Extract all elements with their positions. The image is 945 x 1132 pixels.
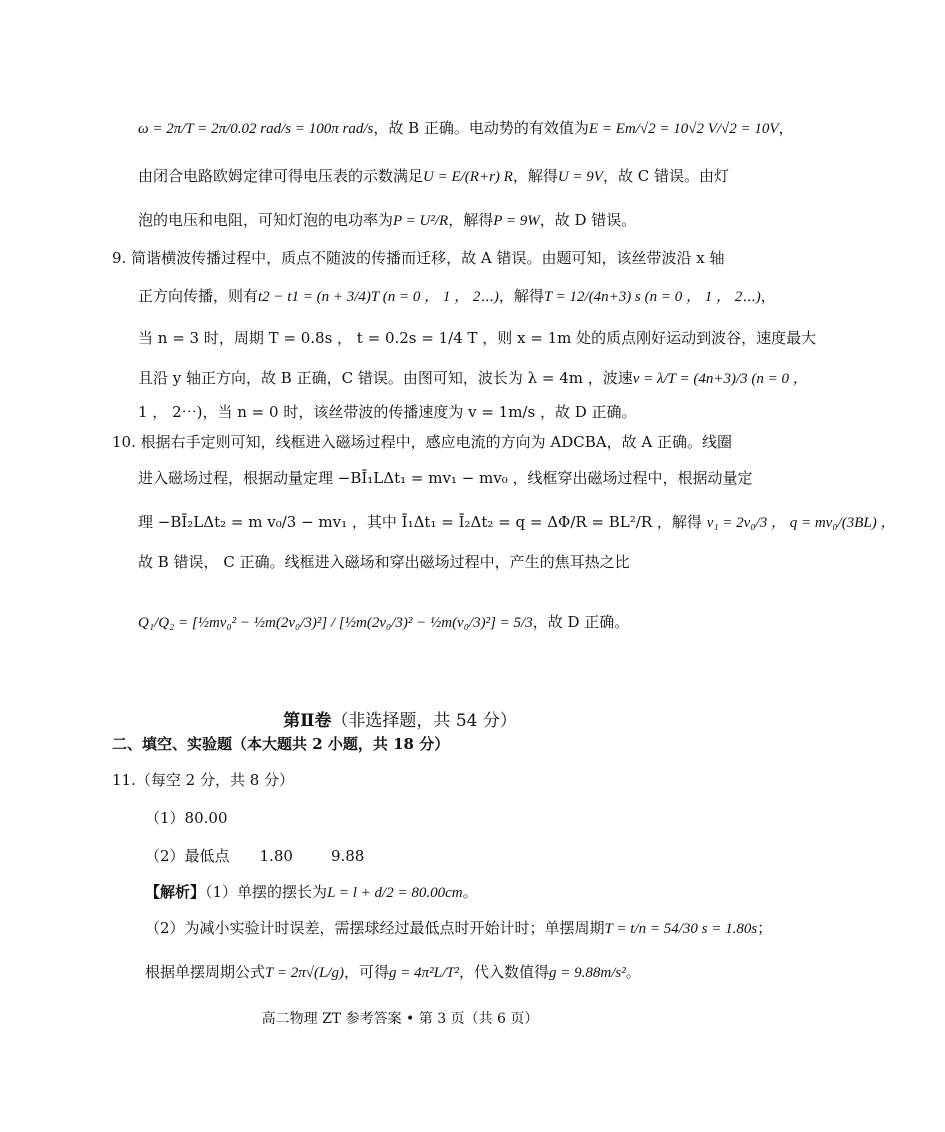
q10-line-1 bbox=[0, 432, 912, 452]
voltage-value: U = 9V bbox=[557, 169, 603, 185]
q8-text: ，故 C 错误。由灯 bbox=[602, 167, 729, 185]
explanation-text: 。 bbox=[462, 883, 478, 901]
q11-number: 11. bbox=[112, 771, 136, 789]
q9-text: 当 n = 3 时，周期 T = 0.8s ， t = 0.2s = 1/4 T ，则 x = 1m 处的质点刚好运动到波谷，速度最大 bbox=[138, 329, 817, 347]
q10-number: 10. bbox=[112, 433, 136, 451]
power-formula: P = U²/R bbox=[393, 213, 449, 229]
q11-header: （每空 2 分，共 8 分） bbox=[135, 771, 295, 789]
q8-text: ，解得 bbox=[448, 211, 494, 229]
q8-text: ，解得 bbox=[512, 167, 558, 185]
q10-line-4 bbox=[0, 552, 938, 572]
q8-line-3 bbox=[0, 210, 938, 231]
part2-heading bbox=[0, 706, 800, 731]
answer-1-label: （1） bbox=[145, 809, 185, 827]
q10-text: 理 −BĪ₂LΔt₂ = m v₀/3 − mv₁ ，其中 Ī₁Δt₁ = Ī₂Δt₂ = q = ΔΦ/R = BL²/R ，解得 bbox=[138, 513, 702, 531]
gravity-formula: g = 4π²L/T² bbox=[388, 965, 459, 981]
answer-2-label: （2）最低点 bbox=[145, 847, 230, 865]
q9-line-3 bbox=[0, 328, 938, 348]
q11-answer-2 bbox=[0, 846, 945, 866]
q10-line-2 bbox=[0, 468, 938, 488]
explanation-text: 。 bbox=[625, 963, 641, 981]
emf-formula: E = Em/√2 = 10√2 V/√2 = 10V bbox=[588, 121, 779, 137]
q9-text: ， bbox=[760, 287, 776, 305]
q9-number: 9. bbox=[112, 249, 127, 267]
q8-text: 泡的电压和电阻，可知灯泡的电功率为 bbox=[138, 211, 394, 229]
explanation-text: （1）单摆的摆长为 bbox=[205, 883, 328, 901]
pendulum-period-formula: T = t/n = 54/30 s = 1.80s bbox=[604, 921, 758, 937]
page-footer bbox=[0, 1008, 800, 1028]
q9-text: ，解得 bbox=[498, 287, 544, 305]
q10-text: ，故 D 正确。 bbox=[532, 613, 630, 631]
q11-explanation-3 bbox=[0, 962, 945, 983]
q10-result-formula: v₁ = 2v₀/3 ， q = mv₀/(3BL) ， bbox=[706, 515, 896, 531]
q8-text: ， bbox=[778, 119, 794, 137]
q8-line-1 bbox=[0, 118, 938, 139]
explanation-tag: 【解析】 bbox=[145, 883, 206, 901]
explanation-text: ，可得 bbox=[343, 963, 389, 981]
power-value: P = 9W bbox=[493, 213, 540, 229]
gravity-value: g = 9.88m/s² bbox=[548, 965, 626, 981]
q10-line-3 bbox=[0, 512, 938, 533]
time-relation-formula: t2 − t1 = (n + 3/4)T (n = 0 ， 1 ， 2⋯) bbox=[258, 289, 499, 305]
heat-ratio-formula: Q₁/Q₂ = [½mv₀² − ½m(2v₀/3)²] / [½m(2v₀/3)² − ½m(v₀/3)²] = 5/3 bbox=[138, 615, 533, 631]
q9-line-2 bbox=[0, 286, 938, 307]
q8-line-2 bbox=[0, 166, 938, 187]
explanation-text: 根据单摆周期公式 bbox=[145, 963, 266, 981]
q9-text: 简谐横波传播过程中，质点不随波的传播而迁移，故 A 错误。由题可知，该丝带波沿 x 轴 bbox=[131, 249, 725, 267]
q9-text: 1 ， 2⋯)，当 n = 0 时，该丝带波的传播速度为 v = 1m/s ，故 D 正确。 bbox=[138, 403, 637, 421]
section-heading bbox=[0, 734, 912, 754]
q11-answer-1 bbox=[0, 808, 945, 828]
q9-line-1 bbox=[0, 248, 912, 268]
q9-line-4 bbox=[0, 368, 938, 389]
part2-title: 第Ⅱ卷 bbox=[283, 711, 332, 731]
q9-text: 且沿 y 轴正方向，故 B 正确，C 错误。由图可知，波长为 λ = 4m ，波速 bbox=[138, 369, 633, 387]
explanation-text: ； bbox=[757, 919, 773, 937]
q11-explanation-2 bbox=[0, 918, 945, 939]
q11-explanation-1 bbox=[0, 882, 945, 903]
q10-text: 进入磁场过程，根据动量定理 −BĪ₁LΔt₁ = mv₁ − mv₀ ，线框穿出磁场过程中，根据动量定 bbox=[138, 469, 753, 487]
q11-line-1 bbox=[0, 770, 912, 790]
answer-2-value-1: 1.80 bbox=[259, 847, 293, 865]
part2-note: （非选择题，共 54 分） bbox=[331, 711, 517, 731]
q10-text: 故 B 错误， C 正确。线框进入磁场和穿出磁场过程中，产生的焦耳热之比 bbox=[138, 553, 630, 571]
q8-text: 由闭合电路欧姆定律可得电压表的示数满足 bbox=[138, 167, 424, 185]
explanation-text: （2）为减小实验计时误差，需摆球经过最低点时开始计时；单摆周期 bbox=[145, 919, 605, 937]
q8-text: ，故 D 错误。 bbox=[539, 211, 637, 229]
section-title: 二、填空、实验题（本大题共 2 小题，共 18 分） bbox=[112, 735, 450, 753]
q9-text: 正方向传播，则有 bbox=[138, 287, 259, 305]
omega-formula: ω = 2π/T = 2π/0.02 rad/s = 100π rad/s bbox=[138, 121, 374, 137]
length-formula: L = l + d/2 = 80.00cm bbox=[327, 885, 463, 901]
q10-line-5 bbox=[0, 612, 938, 633]
period-formula: T = 12/(4n+3) s (n = 0 ， 1 ， 2⋯) bbox=[543, 289, 761, 305]
q9-line-5 bbox=[0, 402, 938, 422]
explanation-text: ，代入数值得 bbox=[458, 963, 549, 981]
voltage-formula: U = E/(R+r) R bbox=[423, 169, 513, 185]
wave-speed-formula: v = λ/T = (4n+3)/3 (n = 0 ， bbox=[632, 371, 808, 387]
q8-text: ，故 B 正确。电动势的有效值为 bbox=[373, 119, 589, 137]
answer-2-value-2: 9.88 bbox=[330, 847, 365, 865]
q10-text: 根据右手定则可知，线框进入磁场过程中，感应电流的方向为 ADCBA，故 A 正确。线圈 bbox=[140, 433, 732, 451]
footer-text: 高二物理 ZT 参考答案 • 第 3 页（共 6 页） bbox=[261, 1011, 539, 1027]
period-law-formula: T = 2π√(L/g) bbox=[265, 965, 344, 981]
answer-1-value: 80.00 bbox=[184, 809, 228, 827]
